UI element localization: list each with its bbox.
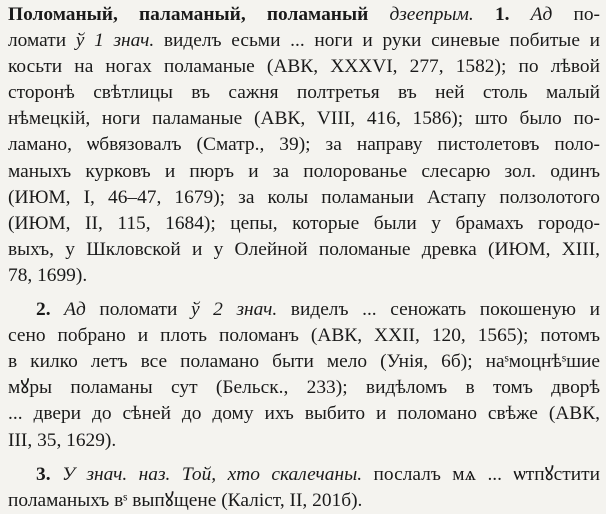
entry-line: (ИЮМ, II, 115, 1684); цепы, которые были у брамахъ городо- xyxy=(8,212,600,234)
entry-text: ломати xyxy=(8,30,67,52)
sense-number: 3. xyxy=(36,463,51,485)
paragraph-gap xyxy=(8,289,600,297)
entry-line: выхъ, у Шкловской и у Олейной поломаные древка (ИЮМ, XIII, xyxy=(8,238,600,260)
entry-line xyxy=(8,2,600,28)
entry-line: в килко летъ все поламано быти мело (Унія, 6б); наˢмоцнѣˢшие xyxy=(8,351,600,373)
entry-line: III, 35, 1629). xyxy=(8,429,117,451)
entry-line: маныхъ курковъ и пюръ и за полорованье слесарю зол. одинъ xyxy=(8,160,600,182)
entry-text: виделъ ... сеножать покошеную и xyxy=(290,299,600,321)
entry-line: ламано, ѡбвязовалъ (Сматр., 39); за направу пистолетовъ поло- xyxy=(8,134,600,156)
entry-line: косьти на ногах поламаные (АВК, XXXVI, 277, 1582); по лѣвой xyxy=(8,56,600,78)
sense-reference: ў 2 знач. xyxy=(190,299,278,321)
part-of-speech: дзеепрым. xyxy=(389,4,474,25)
sense-number: 2. xyxy=(36,299,51,321)
entry-line xyxy=(8,462,600,488)
entry-text: поломати xyxy=(99,299,178,321)
sense-reference: ў 1 знач. xyxy=(75,30,155,52)
paragraph-gap xyxy=(8,454,600,462)
sense-meaning: У знач. наз. Той, хто скалечаны. xyxy=(62,463,363,485)
entry-line: сено побрано и плоть поломанъ (АВК, XXII, 120, 1565); потомъ xyxy=(8,325,600,347)
entry-text: по- xyxy=(573,4,600,25)
entry-line: (ИЮМ, I, 46–47, 1679); за колы поламаныи Астапу ползолотого xyxy=(8,186,600,208)
entry-text: послалъ мѧ ... ѡтпꙋстити xyxy=(373,463,600,485)
entry-text: виделъ есьми ... ноги и руки синевые побитые и xyxy=(163,30,600,52)
entry-line: 78, 1699). xyxy=(8,264,88,286)
entry-line: мꙋры поламаны сут (Бельск., 233); видѣломъ в томъ дворѣ xyxy=(8,377,600,399)
dictionary-entry xyxy=(8,2,600,514)
entry-line xyxy=(8,28,600,54)
entry-line: нѣмецкій, ноги паламаные (АВК, VIII, 416, 1586); што было по- xyxy=(8,108,600,130)
headword: Поломаный, паламаный, поламаный xyxy=(8,4,369,25)
entry-line: сторонѣ свѣтлицы въ сажня полтретья въ ней столь малый xyxy=(8,82,600,104)
sense-meaning: Ад xyxy=(530,4,553,25)
sense-number: 1. xyxy=(494,4,510,25)
entry-line: поламаныхъ вˢ выпꙋщене (Каліст, II, 201б). xyxy=(8,489,363,511)
sense-meaning: Ад xyxy=(64,299,86,321)
entry-line: ... двери до сѣней до дому ихъ выбито и поломано свѣже (АВК, xyxy=(8,403,600,425)
entry-line xyxy=(8,297,600,323)
